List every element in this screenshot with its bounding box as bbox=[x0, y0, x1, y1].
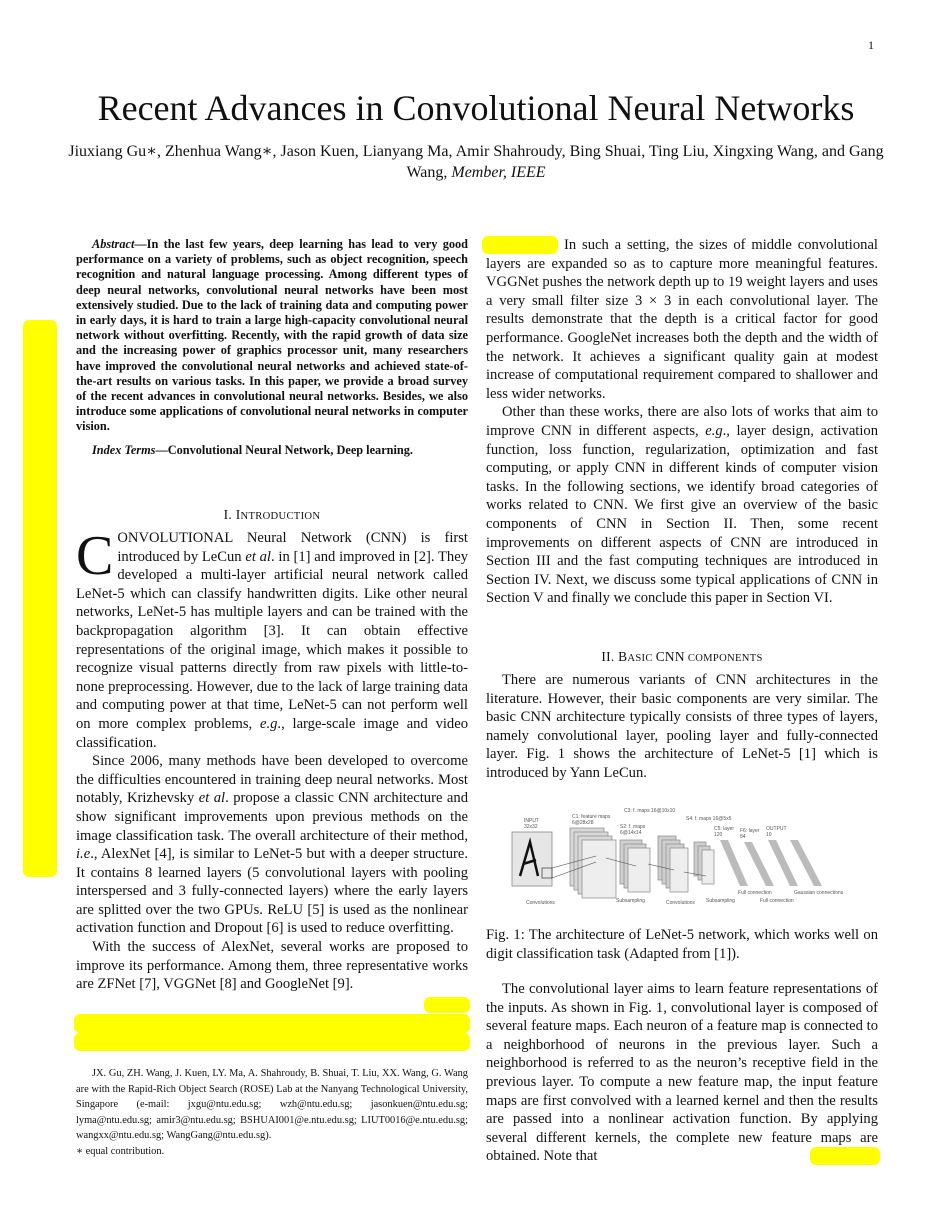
text: e.g bbox=[705, 422, 723, 439]
figure-caption: Fig. 1: The architecture of LeNet-5 network, which works well on digit classification task (Adapted from [1]). bbox=[486, 927, 878, 962]
author-list bbox=[60, 141, 892, 183]
section2-paragraph-2: The convolutional layer aims to learn feature representations of the inputs. As shown in Fig. 1, convolutional layer is composed of several feature maps. Each neuron of a feature map is connected to a neighborhood of neurons in the previous layer. Such a neighborhood is referred to as the neuron’s receptive field in the previous layer. To compute a new feature map, the input feature maps are first convolved with a learned kernel and then the results are passed into a nonlinear activation function. By applying several different kernels, the complete new feature maps are obtained. Note that bbox=[486, 981, 878, 1165]
section-number: I. bbox=[223, 507, 236, 522]
authors-names: Jiuxiang Gu∗, Zhenhua Wang∗, Jason Kuen, Lianyang Ma, Amir Shahroudy, Bing Shuai, Ting Liu, Xingxing Wang, and Gang Wang, bbox=[68, 143, 884, 181]
fig-label-subsampling-1: Subsampling bbox=[616, 898, 645, 904]
fig-label-s2-size: 6@14x14 bbox=[620, 830, 642, 836]
fig-label-f6-size: 84 bbox=[740, 834, 746, 840]
right-paragraph-1: In such a setting, the sizes of middle convolutional layers are expanded so as to capture more meaningful features. VGGNet pushes the network depth up to 19 weight layers and uses a very small filter size 3 × 3 in each convolutional layer. The results demonstrate that the depth is a critical factor for good performance. GoogleNet increases both the depth and the width of the network. It achieves a significant quality gain at modest increase of computational requirement compared to shallower and less wider networks. bbox=[486, 237, 878, 402]
paper-title: Recent Advances in Convolutional Neural Networks bbox=[97, 88, 855, 128]
page-number: 1 bbox=[868, 38, 874, 52]
abstract-text: —In the last few years, deep learning has lead to very good performance on a variety of problems, such as object recognition, speech recognition and natural language processing. Among different types of deep neural networks, convolutional neural networks have been most extensively studied. Due to the lack of training data and computing power in early days, it is hard to train a large high-capacity convolutional neural network without overfitting. Recently, with the rapid growth of data size and the increasing power of graphics processor unit, many researchers have improved the convolutional neural networks and achieved state-of-the-art results on various tasks. In this paper, we provide a broad survey of the recent advances in convolutional neural networks. Besides, we also introduce some applications of convolutional neural networks in computer vision. bbox=[76, 237, 468, 434]
fig-label-c1-size: 6@28x28 bbox=[572, 820, 594, 826]
index-terms-text: —Convolutional Neural Network, Deep learning. bbox=[155, 442, 413, 457]
right-column-body bbox=[486, 236, 878, 608]
text: e.g bbox=[259, 715, 278, 732]
section-rest: NTRODUCTION bbox=[240, 511, 321, 522]
fig-label-c5: C5: layer bbox=[714, 826, 735, 832]
fig-label-output-size: 10 bbox=[766, 832, 772, 838]
text: Other than these works, there are also lots of works that aim to improve CNN in different aspects, bbox=[486, 404, 878, 439]
fig-label-c1: C1: feature maps bbox=[572, 814, 611, 820]
text: et al bbox=[198, 790, 226, 807]
section-heading-basic-cnn bbox=[486, 649, 878, 665]
fig-label-convolutions-2: Convolutions bbox=[666, 900, 695, 906]
section-heading-introduction bbox=[76, 507, 468, 523]
text: . propose a classic CNN architecture and show significant improvements upon previous methods on the image classification task. The overall architecture of their method, bbox=[76, 790, 468, 844]
introduction-body bbox=[76, 525, 468, 994]
text: . in [1] and improved in [2]. They developed a multi-layer artificial neural network called LeNet-5 which can classify handwritten digits. Like other neural networks, LeNet-5 has multiple layers and can be trained with the backpropagation algorithm [3]. It can obtain effective representations of the original image, which makes it possible to recognize visual patterns directly from raw pixels with little-to-none preprocessing. However, due to the lack of large training data and computing power at that time, LeNet-5 can not perform well on more complex problems, bbox=[76, 548, 468, 732]
index-terms-label: Index Terms bbox=[92, 442, 156, 457]
fig-label-subsampling-2: Subsampling bbox=[706, 898, 735, 904]
highlight-note-that bbox=[810, 1147, 880, 1165]
lenet5-figure bbox=[508, 806, 870, 906]
fig-label-input-size: 32x32 bbox=[524, 824, 538, 830]
abstract bbox=[76, 237, 468, 458]
fig-label-full-connection-1: Full connection bbox=[738, 890, 772, 896]
text: i.e bbox=[76, 846, 91, 863]
intro-paragraph-1 bbox=[76, 525, 468, 752]
authors-membership: Member, IEEE bbox=[451, 164, 546, 181]
fig-label-c5-size: 120 bbox=[714, 832, 723, 838]
highlight-left-margin bbox=[23, 320, 57, 877]
text: ., AlexNet [4], is similar to LeNet-5 but with a deeper structure. It contains 8 learned layers (5 convolutional layers with pooling interspersed and 3 fully-connected layers) where the early layers are splitted over the two GPUs. ReLU [5] is used as the nonlinear activation function and Dropout [6] is used to reduce overfitting. bbox=[76, 846, 468, 937]
section2-intro bbox=[486, 671, 878, 783]
highlight-right-top bbox=[482, 236, 558, 254]
intro-paragraph-2 bbox=[76, 752, 468, 938]
section-cap: I bbox=[235, 507, 241, 522]
footnote bbox=[76, 1066, 468, 1159]
fig-label-c3: C3: f. maps 16@10x10 bbox=[624, 808, 676, 814]
section-rest: COMPONENTS bbox=[684, 653, 763, 664]
fig-label-output: OUTPUT bbox=[766, 826, 787, 832]
fig-label-convolutions-1: Convolutions bbox=[526, 900, 555, 906]
text: Since 2006, many methods have been developed to overcome the difficulties encountered in training deep neural networks. Most notably, Krizhevsky bbox=[76, 753, 468, 807]
text: ., layer design, activation function, loss function, regularization, optimization and fast computing, or apply CNN in different kinds of computer vision tasks. In the following sections, we identify broad categories of works related to CNN. We first give an overview of the basic components of CNN in Section II. Then, some recent improvements on different aspects of CNN are introduced in Section III and the fast computing techniques are introduced in Section IV. Next, we discuss some typical applications of CNN in Section V and finally we conclude this paper in Section VI. bbox=[486, 422, 878, 607]
footnote-equal-contribution: ∗ equal contribution. bbox=[76, 1145, 165, 1157]
fig-label-s2: S2: f. maps bbox=[620, 824, 646, 830]
fig-label-input: INPUT bbox=[524, 818, 539, 824]
fig-label-s4: S4: f. maps 16@5x5 bbox=[686, 816, 732, 822]
section-rest: CNN bbox=[655, 649, 685, 664]
fig-label-f6: F6: layer bbox=[740, 828, 760, 834]
highlight-line-1 bbox=[74, 1014, 470, 1033]
drop-cap: C bbox=[76, 525, 114, 587]
highlight-after-googlenet bbox=[424, 997, 470, 1013]
right-paragraph-2 bbox=[486, 403, 878, 608]
text: ONVOLUTIONAL Neural Network (CNN) is first introduced by LeCun bbox=[117, 530, 468, 565]
section-rest: ASIC bbox=[627, 653, 656, 664]
section-number: II. bbox=[601, 649, 619, 664]
text: ., large-scale image and video classification. bbox=[76, 715, 468, 751]
text: et al bbox=[245, 548, 271, 565]
abstract-label: Abstract bbox=[92, 237, 135, 251]
section-cap: B bbox=[618, 649, 628, 664]
intro-paragraph-3: With the success of AlexNet, several works are proposed to improve its performance. Among them, three representative works are ZFNet [7], VGGNet [8] and GoogleNet [9]. bbox=[76, 939, 468, 993]
highlight-line-2 bbox=[74, 1033, 470, 1051]
section2-paragraph-1: There are numerous variants of CNN architectures in the literature. However, their basic components are very similar. The basic CNN architecture typically consists of three types of layers, namely convolutional layer, pooling layer and fully-connected layer. Fig. 1 shows the architecture of LeNet-5 [1] which is introduced by Yann LeCun. bbox=[486, 672, 878, 781]
fig-label-full-connection-2: Full connection bbox=[760, 898, 794, 904]
section2-body bbox=[486, 980, 878, 1166]
footnote-affiliation: JX. Gu, ZH. Wang, J. Kuen, LY. Ma, A. Shahroudy, B. Shuai, T. Liu, XX. Wang, G. Wang are with the Rapid-Rich Object Search (ROSE) Lab at the Nanyang Technological University, Singapore (e-mail: jxgu@ntu.edu.sg; wzh@ntu.edu.sg; jasonkuen@ntu.edu.sg; lyma@ntu.edu.sg; amir3@ntu.edu.sg; BSHUAI001@e.ntu.edu.sg; LIUT0016@e.ntu.edu.sg; wangxx@ntu.edu.sg; WangGang@ntu.edu.sg). bbox=[76, 1068, 468, 1141]
fig-label-gaussian: Gaussian connections bbox=[794, 890, 844, 896]
